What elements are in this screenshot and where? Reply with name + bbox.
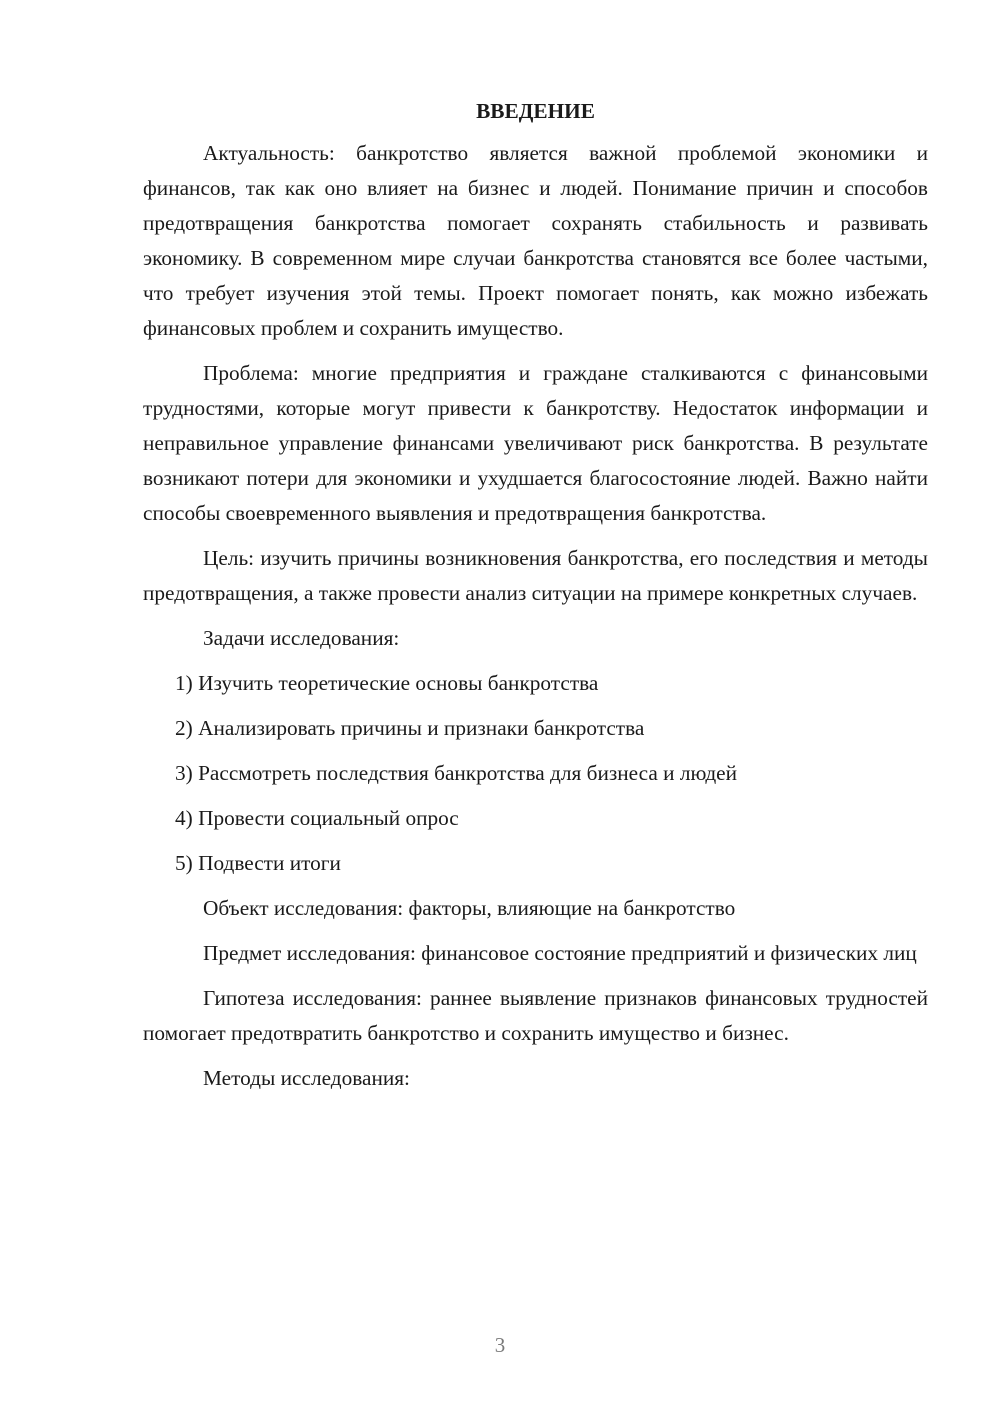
list-item: 2) Анализировать причины и признаки банкротства <box>175 716 645 740</box>
research-subject: Предмет исследования: финансовое состояние предприятий и физических лиц <box>203 941 917 965</box>
paragraph-goal: Цель: изучить причины возникновения банкротства, его последствия и методы предотвращения, а также провести анализ ситуации на примере конкретных случаев. <box>143 546 928 605</box>
tasks-list <box>143 666 928 881</box>
paragraph-problem: Проблема: многие предприятия и граждане сталкиваются с финансовыми трудностями, которые могут привести к банкротству. Недостаток информации и неправильное управление финансами увеличивают риск банкротства. В результате возникают потери для экономики и ухудшается благосостояние людей. Важно найти способы своевременного выявления и предотвращения банкротства. <box>143 361 928 525</box>
paragraph-relevance: Актуальность: банкротство является важной проблемой экономики и финансов, так как оно влияет на бизнес и людей. Понимание причин и способов предотвращения банкротства помогает сохранять стабильность и развивать экономику. В современном мире случаи банкротства становятся все более частыми, что требует изучения этой темы. Проект помогает понять, как можно избежать финансовых проблем и сохранить имущество. <box>143 141 928 340</box>
research-object: Объект исследования: факторы, влияющие на банкротство <box>203 896 736 920</box>
methods-heading: Методы исследования: <box>203 1066 410 1090</box>
page-number: 3 <box>494 1333 506 1357</box>
list-item: 3) Рассмотреть последствия банкротства для бизнеса и людей <box>175 761 738 785</box>
list-item: 4) Провести социальный опрос <box>175 806 459 830</box>
list-item: 5) Подвести итоги <box>175 851 341 875</box>
research-hypothesis: Гипотеза исследования: раннее выявление признаков финансовых трудностей помогает предотвратить банкротство и сохранить имущество и бизнес. <box>143 986 928 1045</box>
document-page <box>143 96 928 1106</box>
page-title: ВВЕДЕНИЕ <box>476 99 595 123</box>
list-item: 1) Изучить теоретические основы банкротства <box>175 671 599 695</box>
tasks-heading: Задачи исследования: <box>203 626 400 650</box>
